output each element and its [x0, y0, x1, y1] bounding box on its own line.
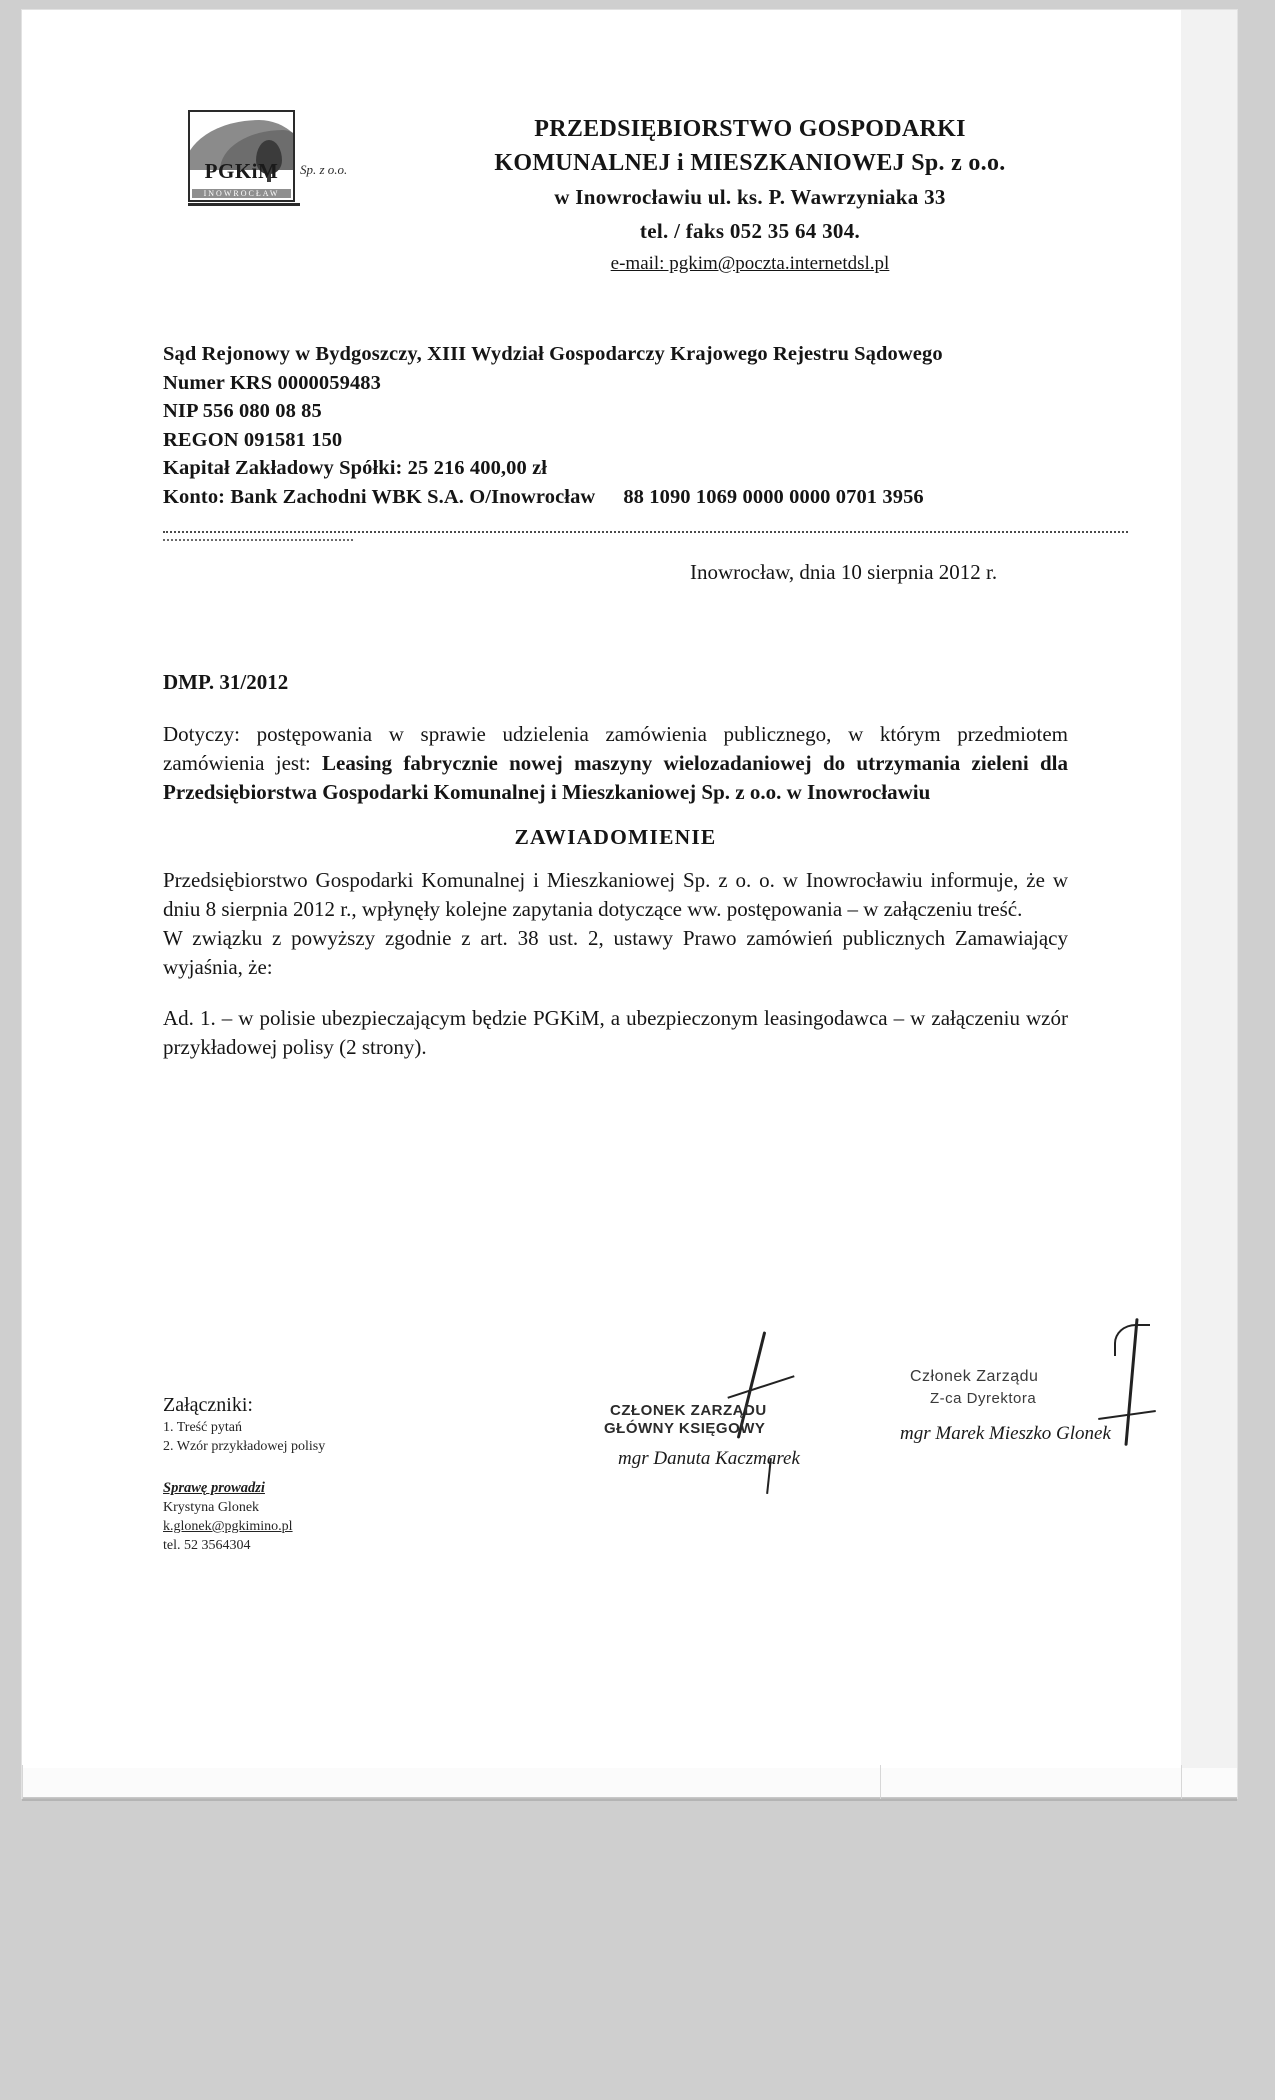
signature-block-1 [600, 1330, 860, 1490]
attachments-title: Załączniki: [163, 1394, 253, 1416]
registry-bank-account: 88 1090 1069 0000 0000 0701 3956 [623, 485, 924, 508]
case-handler-block [163, 1478, 543, 1555]
attachment-item-1: 1. Treść pytań [163, 1420, 242, 1435]
attachment-item-2: 2. Wzór przykładowej polisy [163, 1439, 326, 1454]
subject-bold-text: Leasing fabrycznie nowej maszyny wielozadaniowej do utrzymania zieleni dla Przedsiębiorstwa Gospodarki Komunalnej i Mieszkaniowej Sp. z o.o. w Inowrocławiu [163, 751, 1068, 804]
signature-block-2 [900, 1318, 1200, 1488]
case-handler-title: Sprawę prowadzi [163, 1480, 265, 1496]
logo-name-text: PGKiM [204, 159, 279, 183]
document-heading: ZAWIADOMIENIE [514, 825, 717, 849]
body-paragraph-1: Przedsiębiorstwo Gospodarki Komunalnej i Mieszkaniowej Sp. z o. o. w Inowrocławiu informuje, że w dniu 8 sierpnia 2012 r., wpłynęły kolejne zapytania dotyczące ww. postępowania – w załączeniu treść. [163, 868, 1068, 921]
company-address-line: w Inowrocławiu ul. ks. P. Wawrzyniaka 33 [554, 185, 946, 209]
subject-paragraph [163, 720, 1068, 807]
company-phone-line: tel. / faks 052 35 64 304. [639, 219, 861, 243]
sheet-right-margin [1181, 10, 1237, 1798]
case-handler-email[interactable]: k.glonek@pgkimino.pl [163, 1519, 293, 1534]
registry-krs: Numer KRS 0000059483 [163, 371, 382, 394]
signature-2-role-line-1: Członek Zarządu [910, 1368, 1039, 1385]
case-handler-name: Krystyna Glonek [163, 1500, 260, 1515]
case-handler-phone: tel. 52 3564304 [163, 1538, 251, 1553]
logo-city-text: INOWROCŁAW [192, 189, 291, 198]
subject-prefix-text: Dotyczy: postępowania w sprawie udzielenia zamówienia publicznego, w którym przedmiotem zamówienia jest: [163, 722, 1068, 775]
company-email-link[interactable]: e-mail: pgkim@poczta.internetdsl.pl [610, 253, 890, 274]
sheet-shadow [22, 1797, 1237, 1801]
signature-2-name: mgr Marek Mieszko Glonek [900, 1423, 1111, 1444]
registry-nip: NIP 556 080 08 85 [163, 400, 322, 422]
company-header [430, 112, 1070, 280]
header-divider-secondary [163, 539, 353, 541]
signature-2-loop-icon [1114, 1324, 1150, 1356]
company-name-line-2: KOMUNALNEJ i MIESZKANIOWEJ Sp. z o.o. [494, 150, 1006, 176]
company-name-line-1: PRZEDSIĘBIORSTWO GOSPODARKI [534, 116, 966, 142]
registry-details [163, 340, 1163, 511]
signature-1-name: mgr Danuta Kaczmarek [618, 1448, 800, 1469]
document-body [163, 720, 1068, 1062]
header-divider [163, 531, 1128, 533]
logo-legal-form-text: Sp. z o.o. [300, 162, 348, 177]
place-and-date: Inowrocław, dnia 10 sierpnia 2012 r. [690, 560, 998, 584]
company-logo [188, 110, 391, 208]
scan-tick-left [22, 1765, 23, 1799]
document-reference-number: DMP. 31/2012 [163, 670, 289, 694]
registry-court: Sąd Rejonowy w Bydgoszczy, XIII Wydział Gospodarczy Krajowego Rejestru Sądowego [163, 343, 943, 365]
signature-stroke-cross-icon [727, 1375, 794, 1399]
body-paragraph-3: Ad. 1. – w polisie ubezpieczającym będzie PGKiM, a ubezpieczonym leasingodawca – w załączeniu wzór przykładowej polisy (2 strony). [163, 1006, 1068, 1059]
signature-2-role-line-2: Z-ca Dyrektora [930, 1390, 1037, 1407]
logo-underline [188, 203, 300, 206]
registry-bank-label: Konto: Bank Zachodni WBK S.A. O/Inowrocław [163, 485, 596, 508]
logo-frame [188, 110, 295, 202]
attachments-block [163, 1392, 543, 1456]
registry-regon: REGON 091581 150 [163, 428, 343, 451]
body-paragraph-2: W związku z powyższy zgodnie z art. 38 ust. 2, ustawy Prawo zamówień publicznych Zamawiający wyjaśnia, że: [163, 926, 1068, 979]
signature-1-role-line-2: GŁÓWNY KSIĘGOWY [604, 1420, 766, 1437]
registry-capital: Kapitał Zakładowy Spółki: 25 216 400,00 zł [163, 457, 548, 479]
signature-1-role-line-1: CZŁONEK ZARZĄDU [610, 1402, 767, 1419]
scan-tick-mid [880, 1765, 881, 1799]
sheet-bottom-strip [22, 1768, 1237, 1798]
scan-tick-right [1181, 1765, 1182, 1799]
